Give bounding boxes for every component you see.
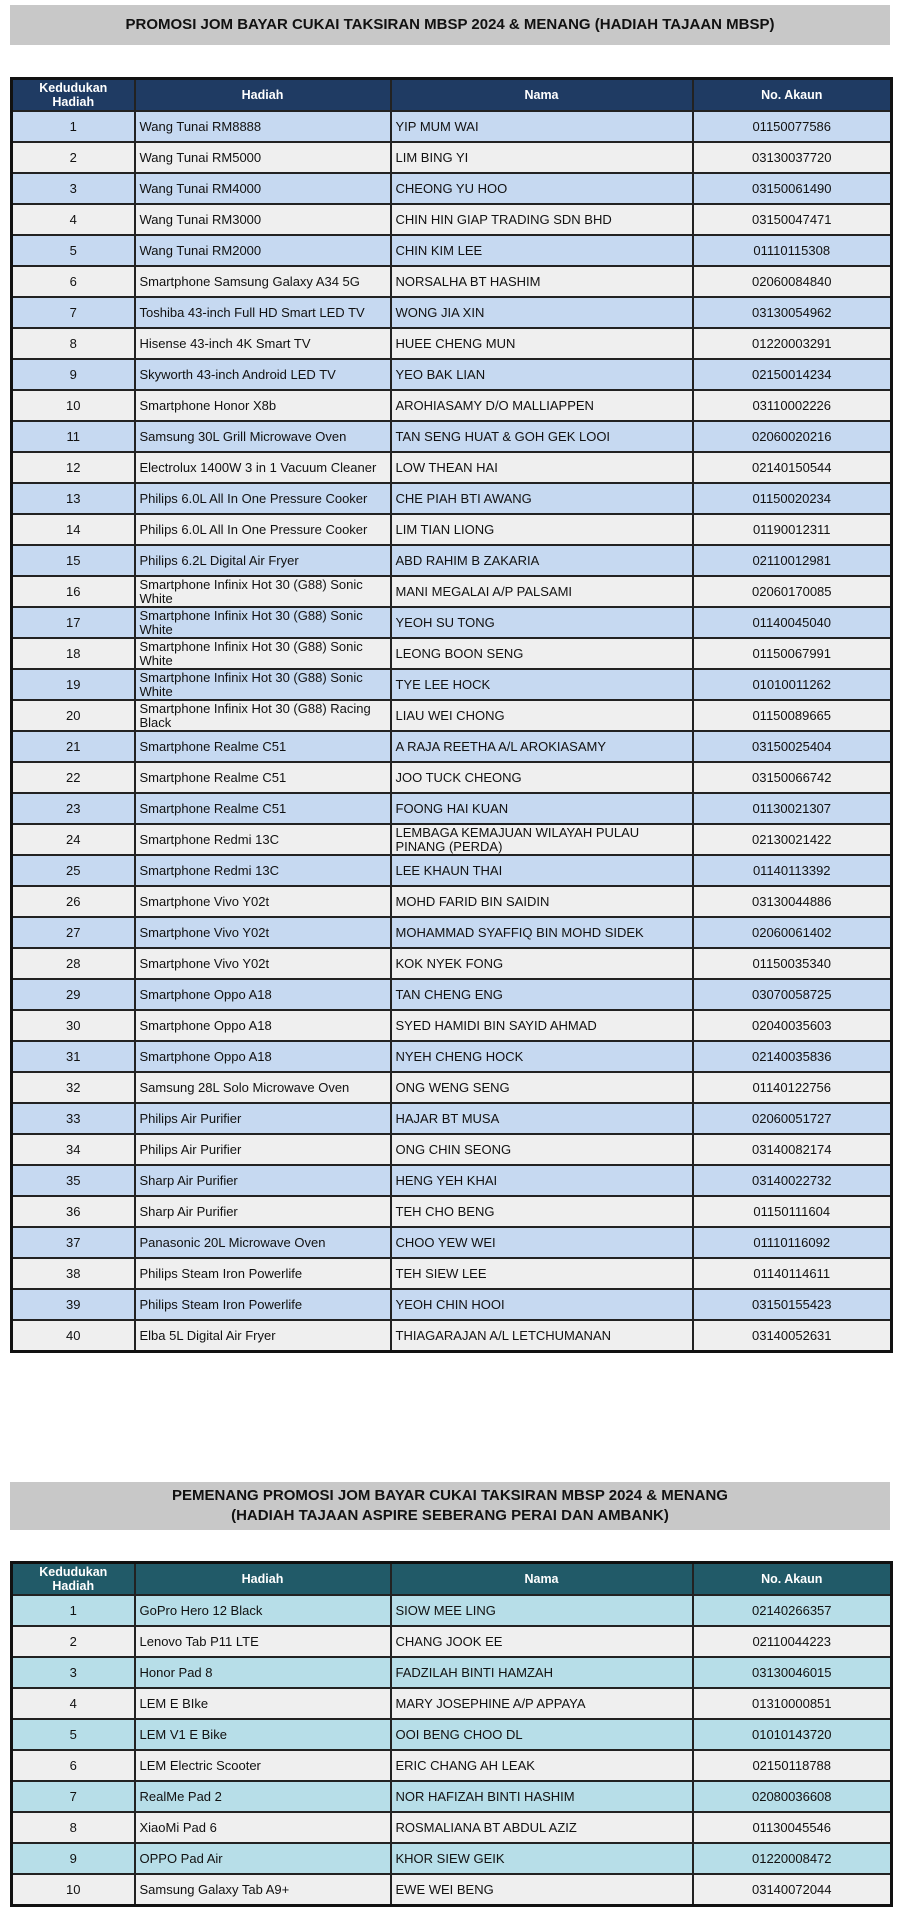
cell-account: 02150014234 xyxy=(693,359,892,390)
cell-prize: LEM V1 E Bike xyxy=(135,1719,391,1750)
cell-rank: 3 xyxy=(12,1657,135,1688)
cell-account: 01010143720 xyxy=(693,1719,892,1750)
cell-prize: Wang Tunai RM4000 xyxy=(135,173,391,204)
cell-rank: 26 xyxy=(12,886,135,917)
cell-name: LEE KHAUN THAI xyxy=(391,855,693,886)
cell-name: ONG WENG SENG xyxy=(391,1072,693,1103)
table-row xyxy=(12,731,892,762)
cell-account: 03130054962 xyxy=(693,297,892,328)
section2-title-line1: PEMENANG PROMOSI JOM BAYAR CUKAI TAKSIRAN MBSP 2024 & MENANG xyxy=(172,1487,728,1504)
cell-prize: LEM E BIke xyxy=(135,1688,391,1719)
table-row xyxy=(12,1812,892,1843)
cell-rank: 14 xyxy=(12,514,135,545)
cell-name: CHIN KIM LEE xyxy=(391,235,693,266)
col-header-account: No. Akaun xyxy=(693,79,892,112)
cell-rank: 34 xyxy=(12,1134,135,1165)
cell-name: CHOO YEW WEI xyxy=(391,1227,693,1258)
table-row xyxy=(12,855,892,886)
cell-account: 01140045040 xyxy=(693,607,892,638)
table-row xyxy=(12,1165,892,1196)
table-row xyxy=(12,1258,892,1289)
cell-rank: 15 xyxy=(12,545,135,576)
cell-prize: XiaoMi Pad 6 xyxy=(135,1812,391,1843)
table-row xyxy=(12,1134,892,1165)
cell-prize: Philips Air Purifier xyxy=(135,1103,391,1134)
table-row xyxy=(12,824,892,855)
cell-account: 02130021422 xyxy=(693,824,892,855)
cell-prize: Smartphone Realme C51 xyxy=(135,793,391,824)
cell-name: ONG CHIN SEONG xyxy=(391,1134,693,1165)
cell-account: 01150111604 xyxy=(693,1196,892,1227)
cell-prize: Smartphone Vivo Y02t xyxy=(135,886,391,917)
cell-prize: Philips Steam Iron Powerlife xyxy=(135,1289,391,1320)
cell-prize: Lenovo Tab P11 LTE xyxy=(135,1626,391,1657)
cell-rank: 1 xyxy=(12,111,135,142)
cell-account: 01150089665 xyxy=(693,700,892,731)
table-row xyxy=(12,669,892,700)
section2-title xyxy=(10,1482,890,1530)
cell-rank: 20 xyxy=(12,700,135,731)
cell-account: 03130037720 xyxy=(693,142,892,173)
table-row xyxy=(12,948,892,979)
cell-prize: Smartphone Vivo Y02t xyxy=(135,948,391,979)
cell-account: 02060170085 xyxy=(693,576,892,607)
cell-prize: Wang Tunai RM3000 xyxy=(135,204,391,235)
section1-title xyxy=(10,5,890,45)
table-row xyxy=(12,1072,892,1103)
cell-prize: Philips 6.2L Digital Air Fryer xyxy=(135,545,391,576)
cell-rank: 22 xyxy=(12,762,135,793)
table-row xyxy=(12,204,892,235)
cell-rank: 18 xyxy=(12,638,135,669)
cell-name: NORSALHA BT HASHIM xyxy=(391,266,693,297)
cell-prize: OPPO Pad Air xyxy=(135,1843,391,1874)
cell-account: 01110116092 xyxy=(693,1227,892,1258)
cell-prize: LEM Electric Scooter xyxy=(135,1750,391,1781)
cell-name: TEH CHO BENG xyxy=(391,1196,693,1227)
cell-rank: 38 xyxy=(12,1258,135,1289)
cell-name: TEH SIEW LEE xyxy=(391,1258,693,1289)
cell-name: LIM BING YI xyxy=(391,142,693,173)
cell-account: 03150047471 xyxy=(693,204,892,235)
cell-name: HENG YEH KHAI xyxy=(391,1165,693,1196)
cell-account: 02080036608 xyxy=(693,1781,892,1812)
cell-name: A RAJA REETHA A/L AROKIASAMY xyxy=(391,731,693,762)
col-header-prize: Hadiah xyxy=(135,79,391,112)
winners-table-mbsp xyxy=(10,77,893,1353)
cell-name: TYE LEE HOCK xyxy=(391,669,693,700)
cell-name: WONG JIA XIN xyxy=(391,297,693,328)
cell-name: OOI BENG CHOO DL xyxy=(391,1719,693,1750)
table-row xyxy=(12,1781,892,1812)
table-row xyxy=(12,1626,892,1657)
table-row xyxy=(12,452,892,483)
cell-prize: Sharp Air Purifier xyxy=(135,1196,391,1227)
cell-rank: 5 xyxy=(12,1719,135,1750)
cell-rank: 28 xyxy=(12,948,135,979)
cell-prize: Philips 6.0L All In One Pressure Cooker xyxy=(135,483,391,514)
cell-prize: Philips Air Purifier xyxy=(135,1134,391,1165)
table-row xyxy=(12,1227,892,1258)
table-row xyxy=(12,328,892,359)
cell-name: KOK NYEK FONG xyxy=(391,948,693,979)
cell-prize: Philips 6.0L All In One Pressure Cooker xyxy=(135,514,391,545)
cell-prize: Smartphone Infinix Hot 30 (G88) Sonic White xyxy=(135,669,391,700)
cell-account: 01310000851 xyxy=(693,1688,892,1719)
col-header-rank: Kedudukan Hadiah xyxy=(12,79,135,112)
cell-prize: Samsung 30L Grill Microwave Oven xyxy=(135,421,391,452)
col-header-name: Nama xyxy=(391,79,693,112)
cell-name: NOR HAFIZAH BINTI HASHIM xyxy=(391,1781,693,1812)
cell-rank: 4 xyxy=(12,204,135,235)
col-header-prize: Hadiah xyxy=(135,1563,391,1596)
table-row xyxy=(12,142,892,173)
cell-account: 01150067991 xyxy=(693,638,892,669)
cell-prize: Wang Tunai RM8888 xyxy=(135,111,391,142)
cell-account: 03140072044 xyxy=(693,1874,892,1906)
table-row xyxy=(12,1196,892,1227)
cell-account: 01220008472 xyxy=(693,1843,892,1874)
cell-account: 03150155423 xyxy=(693,1289,892,1320)
cell-prize: GoPro Hero 12 Black xyxy=(135,1595,391,1626)
col-header-account: No. Akaun xyxy=(693,1563,892,1596)
table-row xyxy=(12,1103,892,1134)
cell-name: THIAGARAJAN A/L LETCHUMANAN xyxy=(391,1320,693,1352)
cell-rank: 36 xyxy=(12,1196,135,1227)
cell-rank: 12 xyxy=(12,452,135,483)
cell-account: 03130046015 xyxy=(693,1657,892,1688)
table-row xyxy=(12,917,892,948)
col-header-rank: Kedudukan Hadiah xyxy=(12,1563,135,1596)
cell-name: FADZILAH BINTI HAMZAH xyxy=(391,1657,693,1688)
cell-rank: 10 xyxy=(12,1874,135,1906)
cell-account: 01130045546 xyxy=(693,1812,892,1843)
cell-account: 02060061402 xyxy=(693,917,892,948)
cell-rank: 35 xyxy=(12,1165,135,1196)
cell-name: LEONG BOON SENG xyxy=(391,638,693,669)
table-row xyxy=(12,1874,892,1906)
table-header-row xyxy=(12,1563,892,1596)
cell-rank: 2 xyxy=(12,142,135,173)
cell-name: LOW THEAN HAI xyxy=(391,452,693,483)
cell-rank: 7 xyxy=(12,297,135,328)
table-row xyxy=(12,1289,892,1320)
table-row xyxy=(12,1595,892,1626)
cell-prize: Toshiba 43-inch Full HD Smart LED TV xyxy=(135,297,391,328)
table-row xyxy=(12,421,892,452)
cell-name: ABD RAHIM B ZAKARIA xyxy=(391,545,693,576)
cell-prize: Panasonic 20L Microwave Oven xyxy=(135,1227,391,1258)
cell-rank: 2 xyxy=(12,1626,135,1657)
section2-title-line2: (HADIAH TAJAAN ASPIRE SEBERANG PERAI DAN AMBANK) xyxy=(231,1507,669,1524)
table-row xyxy=(12,700,892,731)
cell-prize: Smartphone Infinix Hot 30 (G88) Sonic White xyxy=(135,576,391,607)
cell-name: YIP MUM WAI xyxy=(391,111,693,142)
cell-prize: Honor Pad 8 xyxy=(135,1657,391,1688)
cell-name: HUEE CHENG MUN xyxy=(391,328,693,359)
table-row xyxy=(12,359,892,390)
table-row xyxy=(12,173,892,204)
cell-rank: 9 xyxy=(12,1843,135,1874)
cell-name: FOONG HAI KUAN xyxy=(391,793,693,824)
cell-account: 01220003291 xyxy=(693,328,892,359)
cell-name: KHOR SIEW GEIK xyxy=(391,1843,693,1874)
cell-rank: 30 xyxy=(12,1010,135,1041)
cell-account: 03110002226 xyxy=(693,390,892,421)
cell-rank: 1 xyxy=(12,1595,135,1626)
cell-rank: 5 xyxy=(12,235,135,266)
section1-title-text: PROMOSI JOM BAYAR CUKAI TAKSIRAN MBSP 2024 & MENANG (HADIAH TAJAAN MBSP) xyxy=(125,16,775,33)
table-row xyxy=(12,266,892,297)
cell-account: 01010011262 xyxy=(693,669,892,700)
col-header-name: Nama xyxy=(391,1563,693,1596)
table-row xyxy=(12,793,892,824)
cell-rank: 32 xyxy=(12,1072,135,1103)
cell-prize: Philips Steam Iron Powerlife xyxy=(135,1258,391,1289)
cell-account: 03140082174 xyxy=(693,1134,892,1165)
cell-account: 01150077586 xyxy=(693,111,892,142)
cell-rank: 8 xyxy=(12,328,135,359)
cell-rank: 25 xyxy=(12,855,135,886)
cell-rank: 3 xyxy=(12,173,135,204)
table-row xyxy=(12,1657,892,1688)
cell-account: 02060051727 xyxy=(693,1103,892,1134)
table-row xyxy=(12,576,892,607)
cell-account: 01140113392 xyxy=(693,855,892,886)
cell-account: 02040035603 xyxy=(693,1010,892,1041)
cell-name: ROSMALIANA BT ABDUL AZIZ xyxy=(391,1812,693,1843)
cell-rank: 16 xyxy=(12,576,135,607)
cell-account: 02110044223 xyxy=(693,1626,892,1657)
table-row xyxy=(12,1719,892,1750)
cell-rank: 8 xyxy=(12,1812,135,1843)
cell-name: CHE PIAH BTI AWANG xyxy=(391,483,693,514)
cell-name: MOHAMMAD SYAFFIQ BIN MOHD SIDEK xyxy=(391,917,693,948)
cell-name: NYEH CHENG HOCK xyxy=(391,1041,693,1072)
cell-rank: 10 xyxy=(12,390,135,421)
cell-rank: 40 xyxy=(12,1320,135,1352)
cell-name: YEO BAK LIAN xyxy=(391,359,693,390)
cell-account: 01110115308 xyxy=(693,235,892,266)
cell-rank: 9 xyxy=(12,359,135,390)
cell-prize: Hisense 43-inch 4K Smart TV xyxy=(135,328,391,359)
cell-name: CHIN HIN GIAP TRADING SDN BHD xyxy=(391,204,693,235)
cell-prize: Smartphone Redmi 13C xyxy=(135,824,391,855)
cell-rank: 4 xyxy=(12,1688,135,1719)
cell-account: 01150035340 xyxy=(693,948,892,979)
cell-name: CHANG JOOK EE xyxy=(391,1626,693,1657)
cell-prize: Smartphone Infinix Hot 30 (G88) Racing Black xyxy=(135,700,391,731)
cell-prize: Smartphone Infinix Hot 30 (G88) Sonic White xyxy=(135,607,391,638)
cell-prize: Smartphone Oppo A18 xyxy=(135,1041,391,1072)
cell-rank: 13 xyxy=(12,483,135,514)
table-row xyxy=(12,1010,892,1041)
table-row xyxy=(12,483,892,514)
cell-name: SIOW MEE LING xyxy=(391,1595,693,1626)
cell-account: 02140150544 xyxy=(693,452,892,483)
cell-account: 02140035836 xyxy=(693,1041,892,1072)
table-row xyxy=(12,1843,892,1874)
cell-rank: 29 xyxy=(12,979,135,1010)
cell-account: 01130021307 xyxy=(693,793,892,824)
cell-prize: Sharp Air Purifier xyxy=(135,1165,391,1196)
cell-name: TAN SENG HUAT & GOH GEK LOOI xyxy=(391,421,693,452)
cell-rank: 37 xyxy=(12,1227,135,1258)
cell-prize: Skyworth 43-inch Android LED TV xyxy=(135,359,391,390)
cell-account: 02150118788 xyxy=(693,1750,892,1781)
cell-account: 03150066742 xyxy=(693,762,892,793)
table-row xyxy=(12,390,892,421)
cell-account: 02110012981 xyxy=(693,545,892,576)
cell-prize: Smartphone Oppo A18 xyxy=(135,1010,391,1041)
table-header-row xyxy=(12,79,892,112)
cell-account: 02140266357 xyxy=(693,1595,892,1626)
cell-name: TAN CHENG ENG xyxy=(391,979,693,1010)
cell-account: 03150061490 xyxy=(693,173,892,204)
cell-account: 03130044886 xyxy=(693,886,892,917)
cell-rank: 6 xyxy=(12,1750,135,1781)
table-row xyxy=(12,607,892,638)
cell-rank: 27 xyxy=(12,917,135,948)
cell-prize: Wang Tunai RM5000 xyxy=(135,142,391,173)
cell-prize: Smartphone Infinix Hot 30 (G88) Sonic White xyxy=(135,638,391,669)
cell-rank: 11 xyxy=(12,421,135,452)
cell-prize: Smartphone Vivo Y02t xyxy=(135,917,391,948)
cell-account: 03150025404 xyxy=(693,731,892,762)
table-row xyxy=(12,762,892,793)
table-row xyxy=(12,235,892,266)
cell-prize: Smartphone Oppo A18 xyxy=(135,979,391,1010)
cell-account: 02060020216 xyxy=(693,421,892,452)
cell-prize: Samsung Galaxy Tab A9+ xyxy=(135,1874,391,1906)
table-row xyxy=(12,979,892,1010)
cell-name: EWE WEI BENG xyxy=(391,1874,693,1906)
cell-name: LIAU WEI CHONG xyxy=(391,700,693,731)
cell-rank: 24 xyxy=(12,824,135,855)
cell-name: MARY JOSEPHINE A/P APPAYA xyxy=(391,1688,693,1719)
table-row xyxy=(12,111,892,142)
cell-account: 02060084840 xyxy=(693,266,892,297)
table-row xyxy=(12,886,892,917)
cell-prize: Smartphone Realme C51 xyxy=(135,762,391,793)
cell-rank: 39 xyxy=(12,1289,135,1320)
cell-prize: Elba 5L Digital Air Fryer xyxy=(135,1320,391,1352)
table-row xyxy=(12,638,892,669)
cell-prize: Wang Tunai RM2000 xyxy=(135,235,391,266)
cell-name: LEMBAGA KEMAJUAN WILAYAH PULAU PINANG (PERDA) xyxy=(391,824,693,855)
cell-prize: Smartphone Redmi 13C xyxy=(135,855,391,886)
cell-name: AROHIASAMY D/O MALLIAPPEN xyxy=(391,390,693,421)
cell-prize: RealMe Pad 2 xyxy=(135,1781,391,1812)
cell-name: JOO TUCK CHEONG xyxy=(391,762,693,793)
cell-rank: 33 xyxy=(12,1103,135,1134)
table-row xyxy=(12,1041,892,1072)
cell-rank: 19 xyxy=(12,669,135,700)
cell-name: HAJAR BT MUSA xyxy=(391,1103,693,1134)
cell-name: CHEONG YU HOO xyxy=(391,173,693,204)
cell-name: LIM TIAN LIONG xyxy=(391,514,693,545)
cell-prize: Smartphone Samsung Galaxy A34 5G xyxy=(135,266,391,297)
cell-account: 03140022732 xyxy=(693,1165,892,1196)
cell-name: ERIC CHANG AH LEAK xyxy=(391,1750,693,1781)
table-row xyxy=(12,1750,892,1781)
cell-prize: Samsung 28L Solo Microwave Oven xyxy=(135,1072,391,1103)
cell-name: SYED HAMIDI BIN SAYID AHMAD xyxy=(391,1010,693,1041)
cell-rank: 6 xyxy=(12,266,135,297)
cell-prize: Smartphone Honor X8b xyxy=(135,390,391,421)
cell-account: 01140122756 xyxy=(693,1072,892,1103)
cell-rank: 7 xyxy=(12,1781,135,1812)
cell-account: 03140052631 xyxy=(693,1320,892,1352)
winners-table-aspire-ambank xyxy=(10,1561,893,1907)
cell-account: 01140114611 xyxy=(693,1258,892,1289)
table-row xyxy=(12,1320,892,1352)
cell-rank: 21 xyxy=(12,731,135,762)
cell-account: 01150020234 xyxy=(693,483,892,514)
cell-rank: 17 xyxy=(12,607,135,638)
cell-account: 03070058725 xyxy=(693,979,892,1010)
cell-prize: Electrolux 1400W 3 in 1 Vacuum Cleaner xyxy=(135,452,391,483)
table-row xyxy=(12,514,892,545)
cell-name: YEOH CHIN HOOI xyxy=(391,1289,693,1320)
cell-name: MOHD FARID BIN SAIDIN xyxy=(391,886,693,917)
table-row xyxy=(12,297,892,328)
cell-rank: 23 xyxy=(12,793,135,824)
cell-rank: 31 xyxy=(12,1041,135,1072)
cell-prize: Smartphone Realme C51 xyxy=(135,731,391,762)
cell-name: MANI MEGALAI A/P PALSAMI xyxy=(391,576,693,607)
table-row xyxy=(12,545,892,576)
table-row xyxy=(12,1688,892,1719)
cell-account: 01190012311 xyxy=(693,514,892,545)
cell-name: YEOH SU TONG xyxy=(391,607,693,638)
